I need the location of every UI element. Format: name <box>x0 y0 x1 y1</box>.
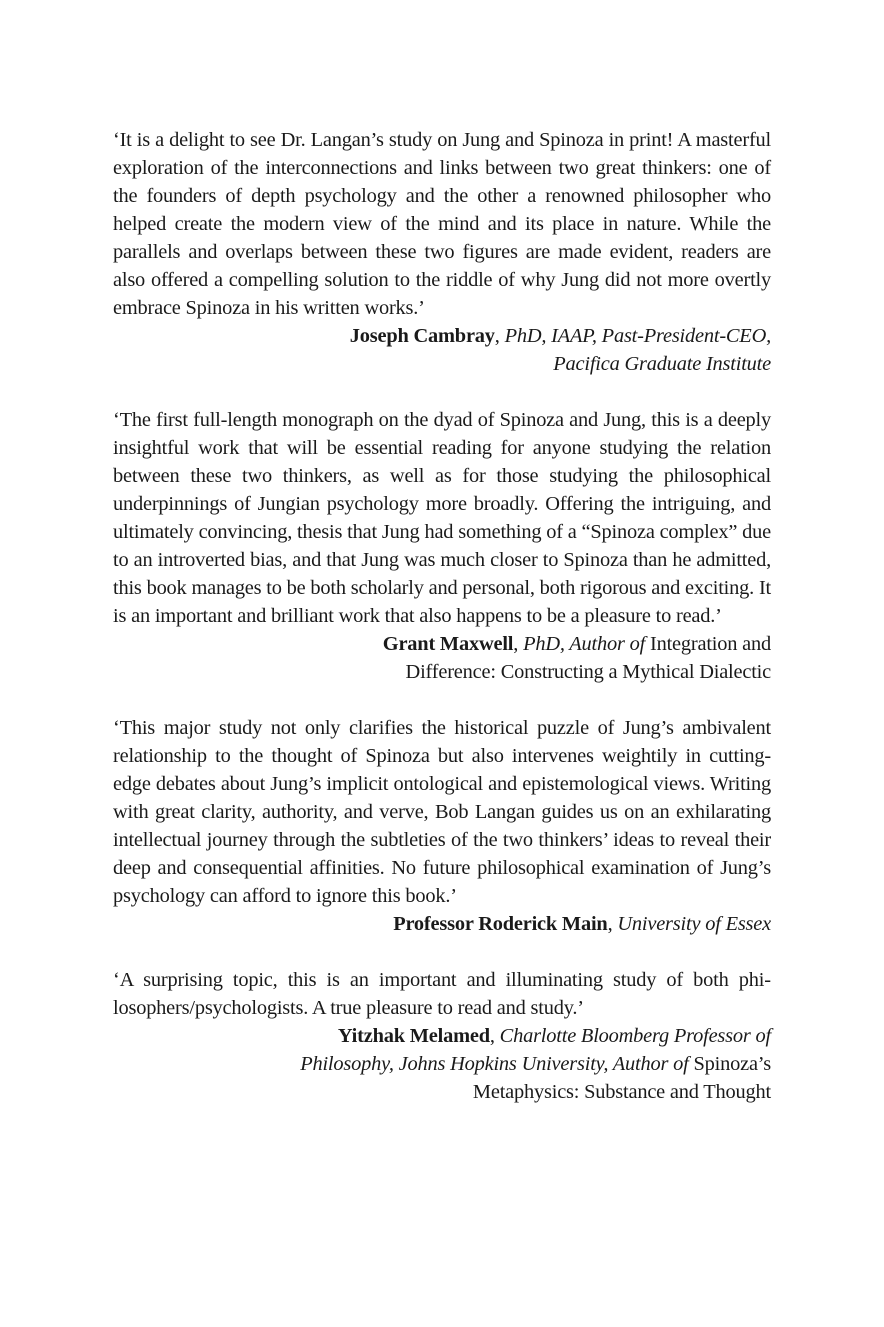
endorsement-maxwell <box>113 406 771 686</box>
endorsement-quote: ‘The first full-length monograph on the dyad of Spinoza and Jung, this is a deeply insightful work that will be essential reading for anyone studying the relation between these two thinkers, as well as for those studying the philosophical underpinnings of Jungian psychology more broadly. Offering the intriguing, and ultimately convincing, thesis that Jung had something of a “Spinoza complex” due to an introverted bias, and that Jung was much closer to Spinoza than he admitted, this book manages to be both scholarly and personal, both rigorous and exciting. It is an important and brilliant work that also happens to be a pleasure to read.’ <box>113 409 771 627</box>
endorsement-attribution: Grant Maxwell, PhD, Author of Integration and Difference: Constructing a Mythical Dialectic <box>382 633 771 683</box>
endorser-credentials: PhD, IAAP, Past-President-CEO, <box>504 325 771 347</box>
endorser-affiliation: University of Essex <box>617 913 771 935</box>
endorser-name: Grant Maxwell <box>382 633 514 655</box>
endorser-credentials: Philosophy, Johns Hopkins University, Author of <box>300 1053 689 1075</box>
book-title: Spinoza’s <box>688 1053 771 1075</box>
endorser-affiliation: Pacifica Graduate Institute <box>553 353 771 375</box>
endorser-name: Yitzhak Melamed <box>337 1025 490 1047</box>
endorser-name: Joseph Cambray <box>349 325 495 347</box>
endorsement-attribution: Joseph Cambray, PhD, IAAP, Past-President-CEO, Pacifica Graduate Institute <box>349 325 771 375</box>
endorsement-attribution: Yitzhak Melamed, Charlotte Bloomberg Professor of Philosophy, Johns Hopkins University, Author of Spinoza’s Metaphysics: Substance and Thought <box>300 1025 771 1103</box>
endorsement-melamed <box>113 966 771 1106</box>
endorser-name: Professor Roderick Main <box>393 913 608 935</box>
endorsement-main <box>113 714 771 938</box>
endorser-credentials: PhD, Author of <box>523 633 646 655</box>
endorsement-cambray <box>113 126 771 378</box>
book-title: Metaphysics: Substance and Thought <box>472 1081 771 1103</box>
endorsement-attribution: Professor Roderick Main, University of Essex <box>393 913 771 935</box>
endorsements-page <box>113 126 771 1106</box>
book-title: Integration and <box>645 633 771 655</box>
book-title: Difference: Constructing a Mythical Dialectic <box>405 661 771 683</box>
endorser-credentials: Charlotte Bloomberg Professor of <box>499 1025 771 1047</box>
endorsement-quote: ‘It is a delight to see Dr. Langan’s study on Jung and Spinoza in print! A masterful exploration of the interconnections and links between two great thinkers: one of the founders of depth psychology and the other a renowned philosopher who helped create the modern view of the mind and its place in nature. While the parallels and overlaps between these two figures are made evident, readers are also offered a compelling solution to the riddle of why Jung did not more overtly embrace Spinoza in his written works.’ <box>113 129 771 319</box>
endorsement-quote: ‘A surprising topic, this is an important and illuminating study of both philosophers/psychologists. A true pleasure to read and study.’ <box>113 969 771 1019</box>
endorsement-quote: ‘This major study not only clarifies the historical puzzle of Jung’s ambivalent relationship to the thought of Spinoza but also intervenes weightily in cutting-edge debates about Jung’s implicit ontological and epistemological views. Writing with great clarity, authority, and verve, Bob Langan guides us on an exhilarating intellectual journey through the subtleties of the two thinkers’ ideas to reveal their deep and consequential affinities. No future philosophical examination of Jung’s psychology can afford to ignore this book.’ <box>113 717 771 907</box>
